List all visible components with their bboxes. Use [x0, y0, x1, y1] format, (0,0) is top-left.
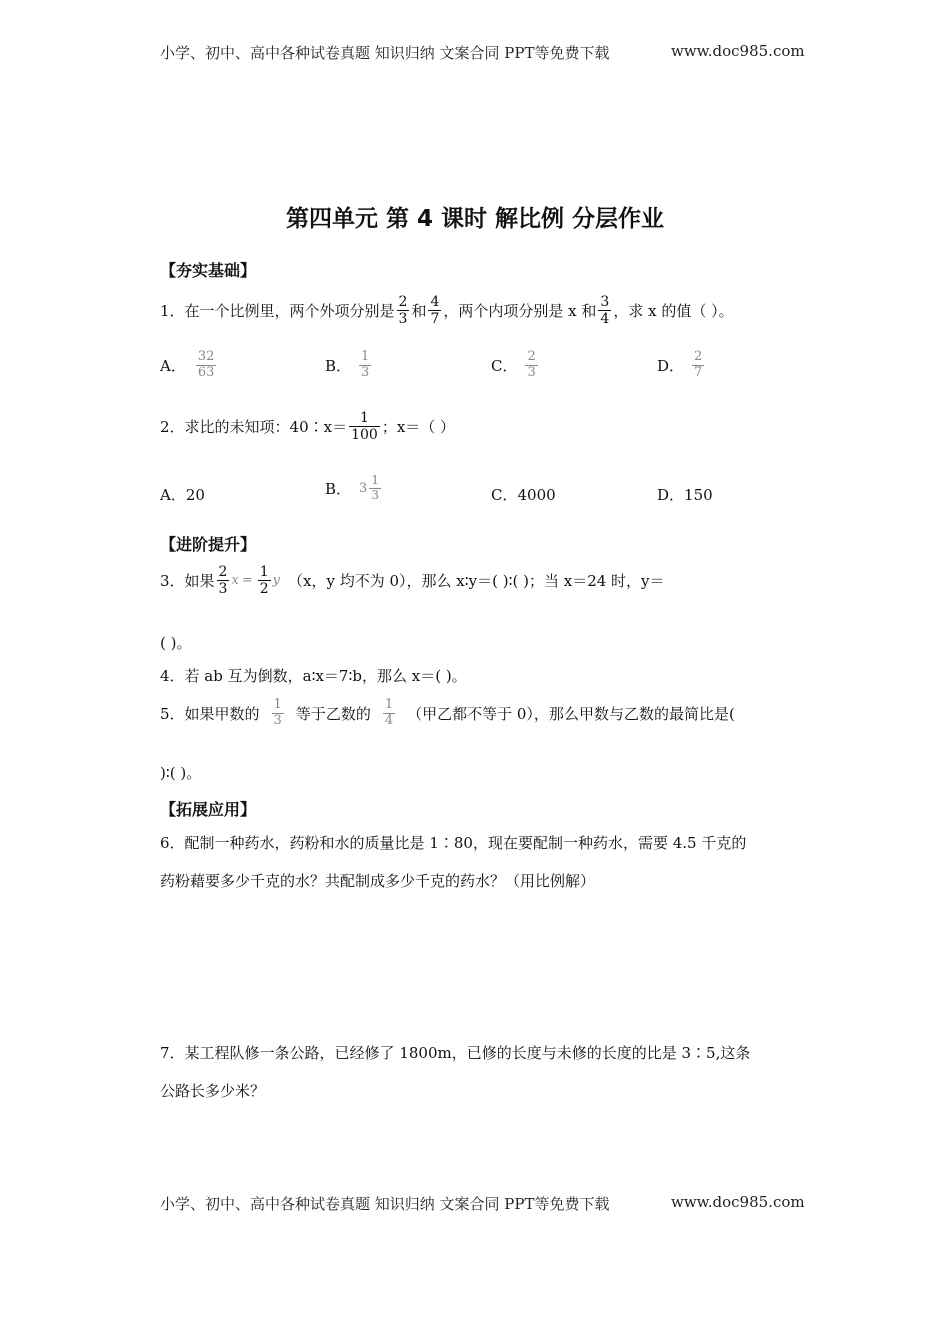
section-heading-extended: 【拓展应用】	[160, 800, 257, 819]
q2-text-a: 2．求比的未知项：40∶x＝	[160, 418, 348, 437]
section-heading-advanced: 【进阶提升】	[160, 535, 257, 554]
question-6-line-2: 药粉藉要多少千克的水？共配制成多少千克的药水？（用比例解）	[160, 872, 596, 890]
q3-fraction-1: $\frac{2}{3}$	[218, 564, 228, 598]
question-5	[160, 698, 735, 729]
question-4: 4．若 ab 互为倒数，a∶x＝7∶b，那么 x＝( )。	[160, 667, 467, 685]
q5-text-b: 等于乙数的	[295, 704, 371, 723]
q2-option-a[interactable]: A．20	[160, 486, 205, 504]
q1-option-b[interactable]: B． $\frac{1}{3}$	[325, 349, 370, 380]
q1-text-a: 1．在一个比例里，两个外项分别是	[160, 302, 395, 321]
q1-text-b: 和	[411, 302, 427, 321]
q2-option-b[interactable]: B． 3 $\frac{1}{3}$	[325, 473, 379, 502]
question-2	[160, 410, 455, 443]
page-header-text: 小学、初中、高中各种试卷真题 知识归纳 文案合同 PPT等免费下载	[160, 44, 610, 62]
q5-fraction-1: $\frac{1}{3}$	[273, 697, 282, 728]
q1-fraction-2: $\frac{4}{7}$	[430, 294, 440, 328]
question-7-line-1: 7．某工程队修一条公路，已经修了 1800m，已修的长度与未修的长度的比是 3∶5,这条	[160, 1044, 751, 1062]
q3-text-b: （x，y 均不为 0），那么 x∶y＝( )∶( )；当 x＝24 时，y＝	[288, 572, 665, 591]
q2-option-d[interactable]: D．150	[657, 486, 713, 504]
question-7-line-2: 公路长多少米？	[160, 1082, 266, 1100]
q3-text-a: 3．如果	[160, 572, 215, 591]
page-footer-text: 小学、初中、高中各种试卷真题 知识归纳 文案合同 PPT等免费下载	[160, 1195, 610, 1213]
q5-text-a: 5．如果甲数的	[160, 704, 260, 723]
q1-option-a[interactable]: A． $\frac{32}{63}$	[160, 349, 215, 380]
page-footer-site[interactable]: www.doc985.com	[671, 1193, 805, 1211]
page-header-site[interactable]: www.doc985.com	[671, 42, 805, 60]
q1-text-d: ，求 x 的值（ ）。	[613, 302, 734, 321]
q5-continuation: )∶( )。	[160, 764, 202, 782]
q3-fraction-2: $\frac{1}{2}$	[259, 564, 269, 598]
question-6-line-1: 6．配制一种药水，药粉和水的质量比是 1∶80，现在要配制一种药水，需要 4.5 千克的	[160, 834, 747, 852]
q1-fraction-1: $\frac{2}{3}$	[398, 294, 408, 328]
q2-option-c[interactable]: C．4000	[491, 486, 556, 504]
page-title: 第四单元 第 4 课时 解比例 分层作业	[285, 206, 665, 232]
q1-fraction-3: $\frac{3}{4}$	[600, 294, 610, 328]
q1-option-d[interactable]: D． $\frac{2}{7}$	[657, 349, 703, 380]
q5-fraction-2: $\frac{1}{4}$	[384, 697, 394, 728]
q3-continuation: ( )。	[160, 634, 192, 652]
q5-text-c: （甲乙都不等于 0），那么甲数与乙数的最简比是(	[407, 704, 735, 723]
question-3: 3．如果 $\frac{2}{3}$ x = $\frac{1}{2}$ y （x，y 均不为 0），那么 x∶y＝( )∶( )；当 x＝24 时，y＝	[160, 564, 665, 598]
question-1	[160, 294, 734, 327]
q2-text-b: ；x＝（ ）	[381, 418, 456, 437]
q1-option-c[interactable]: C． $\frac{2}{3}$	[491, 349, 536, 380]
q1-text-c: ，两个内项分别是 x 和	[443, 302, 597, 321]
q2-fraction: $\frac{1}{100}$	[351, 410, 378, 444]
section-heading-basic: 【夯实基础】	[160, 261, 257, 280]
